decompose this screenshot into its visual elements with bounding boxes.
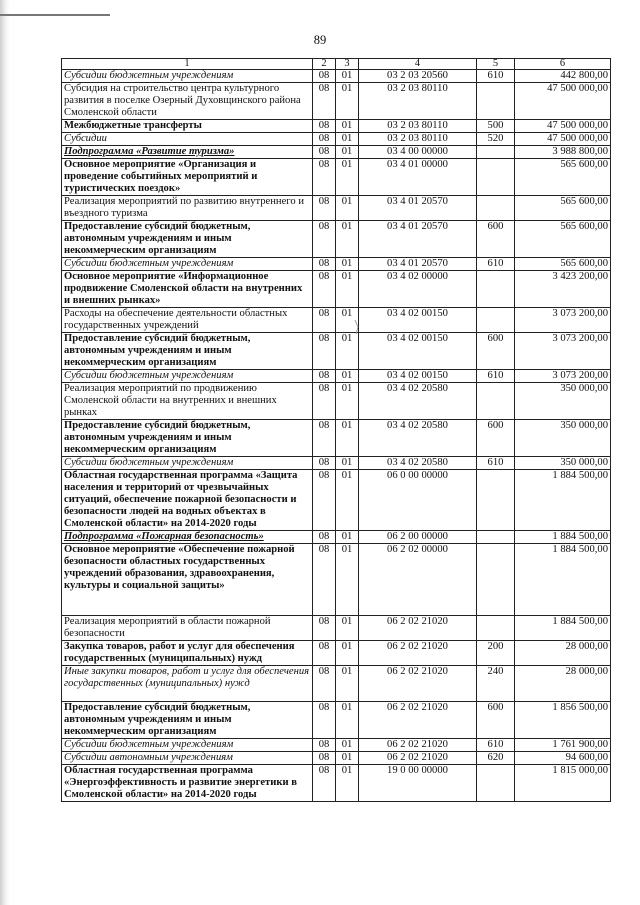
- row-target-code-cell: 03 4 02 00150: [359, 370, 477, 383]
- table-row: [62, 333, 611, 370]
- row-section-cell: 08: [313, 258, 336, 271]
- row-expense-type-cell: [477, 383, 515, 420]
- table-body: [62, 70, 611, 802]
- header-col-1: 1: [62, 59, 313, 70]
- row-amount-cell: 1 761 900,00: [515, 739, 611, 752]
- row-subsection-cell: 01: [336, 333, 359, 370]
- row-expense-type-cell: 500: [477, 120, 515, 133]
- row-target-code-cell: 06 2 02 00000: [359, 544, 477, 616]
- row-amount-cell: 1 884 500,00: [515, 544, 611, 616]
- row-section-cell: 08: [313, 308, 336, 333]
- row-amount-cell: 350 000,00: [515, 383, 611, 420]
- row-name-cell: Иные закупки товаров, работ и услуг для обеспечения государственных (муниципальных) нужд: [62, 666, 313, 702]
- row-section-cell: 08: [313, 70, 336, 83]
- row-expense-type-cell: [477, 470, 515, 531]
- row-section-cell: 08: [313, 333, 336, 370]
- row-subsection-cell: 01: [336, 271, 359, 308]
- row-name-cell: Основное мероприятие «Организация и проведение событийных мероприятий и туристических поездок»: [62, 159, 313, 196]
- table-row: [62, 457, 611, 470]
- row-target-code-cell: 06 2 02 21020: [359, 616, 477, 641]
- row-amount-cell: 1 856 500,00: [515, 702, 611, 739]
- row-subsection-cell: 01: [336, 616, 359, 641]
- row-subsection-cell: 01: [336, 666, 359, 702]
- row-subsection-cell: 01: [336, 258, 359, 271]
- row-name-cell: Субсидии бюджетным учреждениям: [62, 258, 313, 271]
- row-amount-cell: 94 600,00: [515, 752, 611, 765]
- row-target-code-cell: 06 2 02 21020: [359, 739, 477, 752]
- row-target-code-cell: 03 4 02 20580: [359, 383, 477, 420]
- row-subsection-cell: 01: [336, 383, 359, 420]
- row-section-cell: 08: [313, 765, 336, 802]
- row-name-cell: Субсидии бюджетным учреждениям: [62, 70, 313, 83]
- row-subsection-cell: 01: [336, 308, 359, 333]
- row-target-code-cell: 03 2 03 80110: [359, 133, 477, 146]
- row-subsection-cell: 01: [336, 370, 359, 383]
- row-section-cell: 08: [313, 641, 336, 666]
- row-expense-type-cell: 620: [477, 752, 515, 765]
- row-amount-cell: 47 500 000,00: [515, 133, 611, 146]
- table-row: [62, 765, 611, 802]
- row-target-code-cell: 03 4 01 00000: [359, 159, 477, 196]
- row-name-cell: Закупка товаров, работ и услуг для обеспечения государственных (муниципальных) нужд: [62, 641, 313, 666]
- row-section-cell: 08: [313, 83, 336, 120]
- row-expense-type-cell: 610: [477, 258, 515, 271]
- row-subsection-cell: 01: [336, 83, 359, 120]
- row-expense-type-cell: [477, 83, 515, 120]
- row-amount-cell: 1 884 500,00: [515, 616, 611, 641]
- row-name-cell: Реализация мероприятий в области пожарной безопасности: [62, 616, 313, 641]
- table-row: [62, 420, 611, 457]
- row-amount-cell: 350 000,00: [515, 457, 611, 470]
- row-subsection-cell: 01: [336, 70, 359, 83]
- row-section-cell: 08: [313, 531, 336, 544]
- row-name-cell: Расходы на обеспечение деятельности областных государственных учреждений: [62, 308, 313, 333]
- row-expense-type-cell: 600: [477, 702, 515, 739]
- row-target-code-cell: 06 2 00 00000: [359, 531, 477, 544]
- table-row: [62, 221, 611, 258]
- row-target-code-cell: 06 0 00 00000: [359, 470, 477, 531]
- row-expense-type-cell: 610: [477, 457, 515, 470]
- table-row: [62, 133, 611, 146]
- row-section-cell: 08: [313, 383, 336, 420]
- row-amount-cell: 565 600,00: [515, 196, 611, 221]
- row-expense-type-cell: [477, 531, 515, 544]
- row-amount-cell: 1 815 000,00: [515, 765, 611, 802]
- row-section-cell: 08: [313, 159, 336, 196]
- header-col-6: 6: [515, 59, 611, 70]
- table-row: [62, 120, 611, 133]
- row-target-code-cell: 19 0 00 00000: [359, 765, 477, 802]
- row-section-cell: 08: [313, 196, 336, 221]
- row-name-cell: Межбюджетные трансферты: [62, 120, 313, 133]
- row-target-code-cell: 03 4 02 00000: [359, 271, 477, 308]
- row-expense-type-cell: [477, 271, 515, 308]
- table-row: [62, 531, 611, 544]
- row-subsection-cell: 01: [336, 120, 359, 133]
- row-name-cell: Предоставление субсидий бюджетным, автономным учреждениям и иным некоммерческим организациям: [62, 702, 313, 739]
- row-amount-cell: 28 000,00: [515, 641, 611, 666]
- row-section-cell: 08: [313, 752, 336, 765]
- row-expense-type-cell: [477, 196, 515, 221]
- row-amount-cell: 3 423 200,00: [515, 271, 611, 308]
- row-target-code-cell: 03 4 01 20570: [359, 258, 477, 271]
- row-amount-cell: 3 073 200,00: [515, 333, 611, 370]
- row-name-cell: Субсидии автономным учреждениям: [62, 752, 313, 765]
- table-row: [62, 544, 611, 616]
- row-expense-type-cell: 600: [477, 221, 515, 258]
- row-section-cell: 08: [313, 457, 336, 470]
- row-target-code-cell: 03 2 03 20560: [359, 70, 477, 83]
- row-expense-type-cell: [477, 308, 515, 333]
- scan-edge-shadow: [0, 0, 10, 905]
- header-row: [62, 59, 611, 70]
- row-amount-cell: 3 073 200,00: [515, 370, 611, 383]
- row-section-cell: 08: [313, 666, 336, 702]
- row-subsection-cell: 01: [336, 133, 359, 146]
- row-target-code-cell: 06 2 02 21020: [359, 641, 477, 666]
- row-expense-type-cell: [477, 616, 515, 641]
- table-row: [62, 308, 611, 333]
- page-number: 89: [313, 33, 327, 47]
- header-col-3: 3: [336, 59, 359, 70]
- row-section-cell: 08: [313, 544, 336, 616]
- row-section-cell: 08: [313, 470, 336, 531]
- row-amount-cell: 3 988 800,00: [515, 146, 611, 159]
- row-section-cell: 08: [313, 739, 336, 752]
- row-name-cell: Реализация мероприятий по продвижению Смоленской области на внутренних и внешних рынках: [62, 383, 313, 420]
- row-expense-type-cell: 520: [477, 133, 515, 146]
- row-subsection-cell: 01: [336, 544, 359, 616]
- table-header: [62, 59, 611, 70]
- header-col-5: 5: [477, 59, 515, 70]
- row-amount-cell: 28 000,00: [515, 666, 611, 702]
- row-section-cell: 08: [313, 221, 336, 258]
- row-section-cell: 08: [313, 271, 336, 308]
- row-subsection-cell: 01: [336, 531, 359, 544]
- row-name-cell: Предоставление субсидий бюджетным, автономным учреждениям и иным некоммерческим организациям: [62, 333, 313, 370]
- table-row: [62, 752, 611, 765]
- row-expense-type-cell: 240: [477, 666, 515, 702]
- table-row: [62, 370, 611, 383]
- row-subsection-cell: 01: [336, 221, 359, 258]
- row-section-cell: 08: [313, 120, 336, 133]
- row-amount-cell: 47 500 000,00: [515, 120, 611, 133]
- table-row: [62, 83, 611, 120]
- row-amount-cell: 350 000,00: [515, 420, 611, 457]
- row-name-cell: Реализация мероприятий по развитию внутреннего и въездного туризма: [62, 196, 313, 221]
- header-col-4: 4: [359, 59, 477, 70]
- row-name-cell: Субсидия на строительство центра культурного развития в поселке Озерный Духовщинского района Смоленской области: [62, 83, 313, 120]
- row-name-cell: Предоставление субсидий бюджетным, автономным учреждениям и иным некоммерческим организациям: [62, 420, 313, 457]
- table-row: [62, 702, 611, 739]
- row-name-cell: Предоставление субсидий бюджетным, автономным учреждениям и иным некоммерческим организациям: [62, 221, 313, 258]
- row-name-cell: Субсидии бюджетным учреждениям: [62, 739, 313, 752]
- row-amount-cell: 47 500 000,00: [515, 83, 611, 120]
- row-name-cell: Основное мероприятие «Информационное продвижение Смоленской области на внутренних и внешних рынках»: [62, 271, 313, 308]
- row-target-code-cell: 06 2 02 21020: [359, 752, 477, 765]
- row-target-code-cell: 06 2 02 21020: [359, 702, 477, 739]
- table-row: [62, 258, 611, 271]
- row-expense-type-cell: [477, 544, 515, 616]
- row-section-cell: 08: [313, 616, 336, 641]
- row-expense-type-cell: 610: [477, 739, 515, 752]
- table-row: [62, 383, 611, 420]
- row-subsection-cell: 01: [336, 752, 359, 765]
- row-expense-type-cell: 610: [477, 370, 515, 383]
- row-section-cell: 08: [313, 370, 336, 383]
- row-amount-cell: 442 800,00: [515, 70, 611, 83]
- table-row: [62, 616, 611, 641]
- header-col-2: 2: [313, 59, 336, 70]
- row-subsection-cell: 01: [336, 641, 359, 666]
- row-amount-cell: 3 073 200,00: [515, 308, 611, 333]
- row-target-code-cell: 03 4 02 00150: [359, 333, 477, 370]
- table-row: [62, 641, 611, 666]
- row-expense-type-cell: 600: [477, 420, 515, 457]
- table-row: [62, 159, 611, 196]
- row-target-code-cell: 06 2 02 21020: [359, 666, 477, 702]
- row-amount-cell: 565 600,00: [515, 159, 611, 196]
- scan-mark: [352, 318, 366, 336]
- table-row: [62, 271, 611, 308]
- row-name-cell: Подпрограмма «Развитие туризма»: [62, 146, 313, 159]
- row-section-cell: 08: [313, 702, 336, 739]
- row-subsection-cell: 01: [336, 159, 359, 196]
- row-name-cell: Областная государственная программа «Защита населения и территорий от чрезвычайных ситуаций, обеспечение пожарной безопасности и безопасности людей на водных объектах в Смоленской области» на 2014-2020 годы: [62, 470, 313, 531]
- row-subsection-cell: 01: [336, 739, 359, 752]
- row-section-cell: 08: [313, 420, 336, 457]
- table-row: [62, 196, 611, 221]
- row-name-cell: Областная государственная программа «Энергоэффективность и развитие энергетики в Смоленской области» на 2014-2020 годы: [62, 765, 313, 802]
- table-row: [62, 739, 611, 752]
- budget-table: [61, 58, 611, 802]
- row-target-code-cell: 03 4 00 00000: [359, 146, 477, 159]
- row-subsection-cell: 01: [336, 702, 359, 739]
- row-name-cell: Подпрограмма «Пожарная безопасность»: [62, 531, 313, 544]
- row-name-cell: Субсидии бюджетным учреждениям: [62, 370, 313, 383]
- row-subsection-cell: 01: [336, 420, 359, 457]
- row-amount-cell: 1 884 500,00: [515, 531, 611, 544]
- row-subsection-cell: 01: [336, 765, 359, 802]
- table-row: [62, 146, 611, 159]
- row-expense-type-cell: 610: [477, 70, 515, 83]
- row-name-cell: Основное мероприятие «Обеспечение пожарной безопасности областных государственных учреждений образования, здравоохранения, культуры и социальной защиты»: [62, 544, 313, 616]
- row-name-cell: Субсидии бюджетным учреждениям: [62, 457, 313, 470]
- row-name-cell: Субсидии: [62, 133, 313, 146]
- row-amount-cell: 1 884 500,00: [515, 470, 611, 531]
- row-target-code-cell: 03 4 02 20580: [359, 457, 477, 470]
- row-amount-cell: 565 600,00: [515, 258, 611, 271]
- row-expense-type-cell: [477, 765, 515, 802]
- row-amount-cell: 565 600,00: [515, 221, 611, 258]
- table-row: [62, 470, 611, 531]
- table-row: [62, 666, 611, 702]
- row-subsection-cell: 01: [336, 470, 359, 531]
- row-target-code-cell: 03 4 01 20570: [359, 221, 477, 258]
- row-expense-type-cell: [477, 146, 515, 159]
- row-expense-type-cell: [477, 159, 515, 196]
- row-subsection-cell: 01: [336, 146, 359, 159]
- row-target-code-cell: 03 2 03 80110: [359, 120, 477, 133]
- row-target-code-cell: 03 4 01 20570: [359, 196, 477, 221]
- row-section-cell: 08: [313, 146, 336, 159]
- row-expense-type-cell: 600: [477, 333, 515, 370]
- table-row: [62, 70, 611, 83]
- scan-top-rule: [0, 14, 110, 16]
- row-section-cell: 08: [313, 133, 336, 146]
- row-subsection-cell: 01: [336, 196, 359, 221]
- row-expense-type-cell: 200: [477, 641, 515, 666]
- row-target-code-cell: 03 4 02 00150: [359, 308, 477, 333]
- row-target-code-cell: 03 4 02 20580: [359, 420, 477, 457]
- row-subsection-cell: 01: [336, 457, 359, 470]
- row-target-code-cell: 03 2 03 80110: [359, 83, 477, 120]
